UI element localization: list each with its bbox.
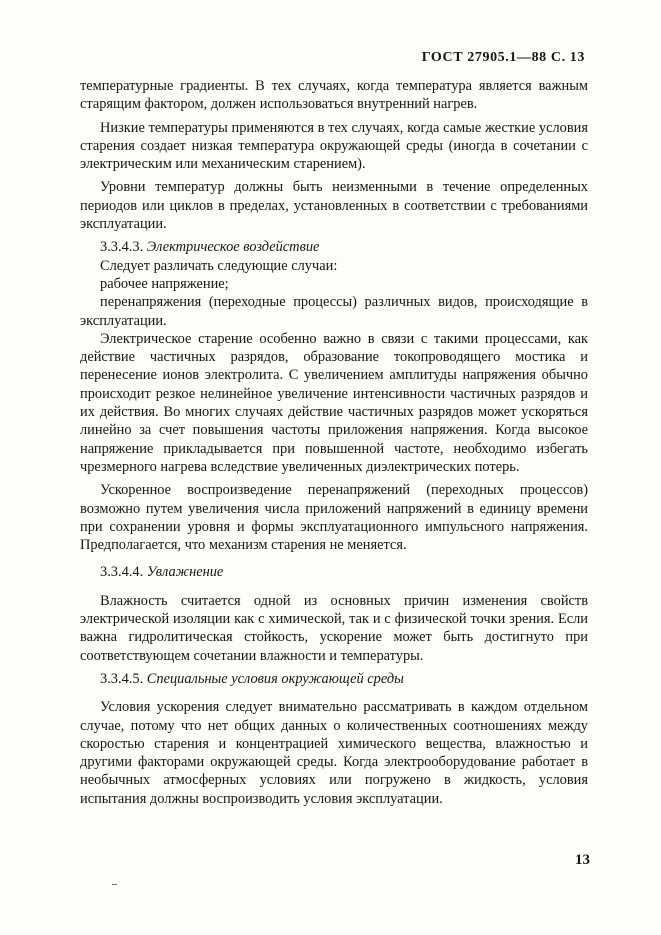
section-number: 3.3.4.3.: [100, 239, 144, 256]
paragraph: Низкие температуры применяются в тех случаях, когда самые жесткие условия старения создает низкая температура окружающей среды (иногда в сочетании с электрическим или механическим старением).: [80, 119, 588, 173]
running-header: ГОСТ 27905.1—88 С. 13: [421, 50, 585, 65]
list-item: перенапряжения (переходные процессы) различных видов, происходящие в эксплуатации.: [80, 294, 588, 329]
paragraph: Влажность считается одной из основных причин изменения свойств электрической изоляции как с химической, так и с физической точки зрения. Если важна гидролитическая стойкость, ускорение может быть достигнуто при соответствующем сочетании влажности и температуры.: [80, 592, 588, 664]
section-title: Увлажнение: [146, 564, 224, 581]
paragraph: Уровни температур должны быть неизменными в течение определенных периодов или циклов в пределах, установленных в соответствии с требованиями эксплуатации.: [80, 179, 588, 233]
section-number: 3.3.4.4.: [100, 564, 144, 581]
document-body: [80, 77, 588, 808]
section-heading-3-3-4-4: [80, 563, 588, 581]
list-item: рабочее напряжение;: [100, 275, 229, 292]
paragraph: Ускоренное воспроизведение перенапряжений (переходных процессов) возможно путем увеличения числа приложений напряжений в единицу времени при сохранении уровня и формы эксплуатационного импульсного напряжения. Предполагается, что механизм старения не меняется.: [80, 482, 588, 554]
paragraph: Следует различать следующие случаи:: [100, 257, 338, 274]
paragraph: Условия ускорения следует внимательно рассматривать в каждом отдельном случае, потому что нет общих данных о количественных соотношениях между скоростью старения и концентрацией химического вещества, влажностью и другими факторами окружающей среды. Когда электрооборудование работает в необычных атмосферных условиях или погружено в жидкость, условия испытания должны воспроизводить условия эксплуатации.: [80, 699, 588, 807]
section-heading-3-3-4-5: [80, 670, 588, 688]
section-title: Специальные условия окружающей среды: [146, 670, 404, 687]
paragraph: Электрическое старение особенно важно в связи с такими процессами, как действие частичных разрядов, образование токопроводящего мостика и перенесение ионов электролита. С увеличением амплитуды напряжения обычно происходит резкое нелинейное увеличение интенсивности частичных разрядов и их действия. Во многих случаях действие частичных разрядов может ускоряться линейно за счет повышения частоты приложения напряжения. Когда высокое напряжение прикладывается при повышенной частоте, необходимо избегать чрезмерного нагрева вследствие увеличенных диэлектрических потерь.: [80, 330, 588, 475]
section-heading-3-3-4-3: [80, 238, 588, 256]
page-number: 13: [575, 852, 590, 868]
section-title: Электрическое воздействие: [146, 239, 320, 256]
scan-mark: [112, 884, 117, 885]
section-number: 3.3.4.5.: [100, 670, 144, 687]
paragraph: температурные градиенты. В тех случаях, когда температура является важным старящим фактором, должен использоваться внутренний нагрев.: [80, 78, 588, 113]
